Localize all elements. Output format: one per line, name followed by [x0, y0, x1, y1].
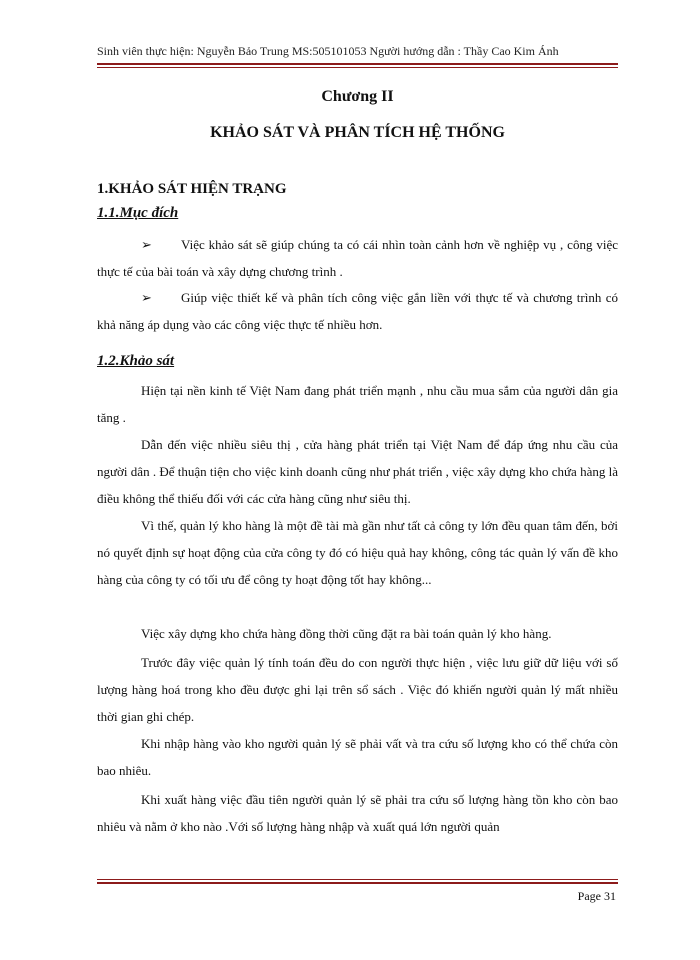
paragraph: Việc xây dựng kho chứa hàng đồng thời cũng đặt ra bài toán quản lý kho hàng. — [141, 626, 552, 641]
bullet-item — [97, 231, 618, 285]
bullet-text: Việc khảo sát sẽ giúp chúng ta có cái nhìn toàn cảnh hơn về nghiệp vụ , công việc thực tế của bài toán và xây dựng chương trình . — [97, 237, 618, 279]
subsection-heading-1-2: 1.2.Khảo sát — [97, 353, 175, 369]
page-header: Sinh viên thực hiện: Nguyễn Bảo Trung MS:505101053 Người hướng dẫn : Thầy Cao Kim Ánh — [97, 44, 559, 58]
footer-rule-thick — [97, 882, 618, 884]
section-heading-1: 1.KHẢO SÁT HIỆN TRẠNG — [97, 181, 287, 197]
paragraph: Dẫn đến việc nhiều siêu thị , cửa hàng phát triển tại Việt Nam để đáp ứng nhu cầu của người dân . Để thuận tiện cho việc kinh doanh cũng như phát triển , việc xây dựng kho chứa hàng là điều không thể thiếu đối với các cửa hàng cũng như siêu thị. — [97, 437, 618, 506]
header-rule-thick — [97, 63, 618, 65]
paragraph: Khi xuất hàng việc đầu tiên người quản lý sẽ phải tra cứu số lượng hàng tồn kho còn bao nhiêu và nằm ở kho nào .Với số lượng hàng nhập và xuất quá lớn người quản — [97, 792, 618, 834]
bullet-text: Giúp việc thiết kế và phân tích công việc gắn liền với thực tế và chương trình có khả năng áp dụng vào các công việc thực tế nhiều hơn. — [97, 290, 618, 332]
footer-rule-thin — [97, 879, 618, 880]
chapter-title: KHẢO SÁT VÀ PHÂN TÍCH HỆ THỐNG — [210, 124, 505, 141]
arrow-bullet-icon: ➢ — [141, 290, 152, 305]
page-number: Page 31 — [577, 889, 616, 903]
header-rule-thin — [97, 67, 618, 68]
paragraph: Khi nhập hàng vào kho người quản lý sẽ phải vất và tra cứu số lượng kho có thể chứa còn bao nhiêu. — [97, 736, 618, 778]
subsection-heading-1-1: 1.1.Mục đích — [97, 205, 179, 221]
paragraph: Trước đây việc quản lý tính toán đều do con người thực hiện , việc lưu giữ dữ liệu với số lượng hàng hoá trong kho đều được ghi lại trên sổ sách . Việc đó khiến người quản lý mất nhiều thời gian ghi chép. — [97, 655, 618, 724]
bullet-item — [97, 284, 618, 338]
arrow-bullet-icon: ➢ — [141, 237, 152, 252]
paragraph: Hiện tại nền kinh tế Việt Nam đang phát triển mạnh , nhu cầu mua sắm của người dân gia tăng . — [97, 383, 618, 425]
chapter-number: Chương II — [321, 88, 394, 105]
paragraph: Vì thế, quản lý kho hàng là một đề tài mà gần như tất cả công ty lớn đều quan tâm đến, bởi nó quyết định sự hoạt động của cửa công ty đó có hiệu quả hay không, công tác quản lý vấn đề kho hàng của công ty có tối ưu để công ty hoạt động tốt hay không... — [97, 518, 618, 587]
